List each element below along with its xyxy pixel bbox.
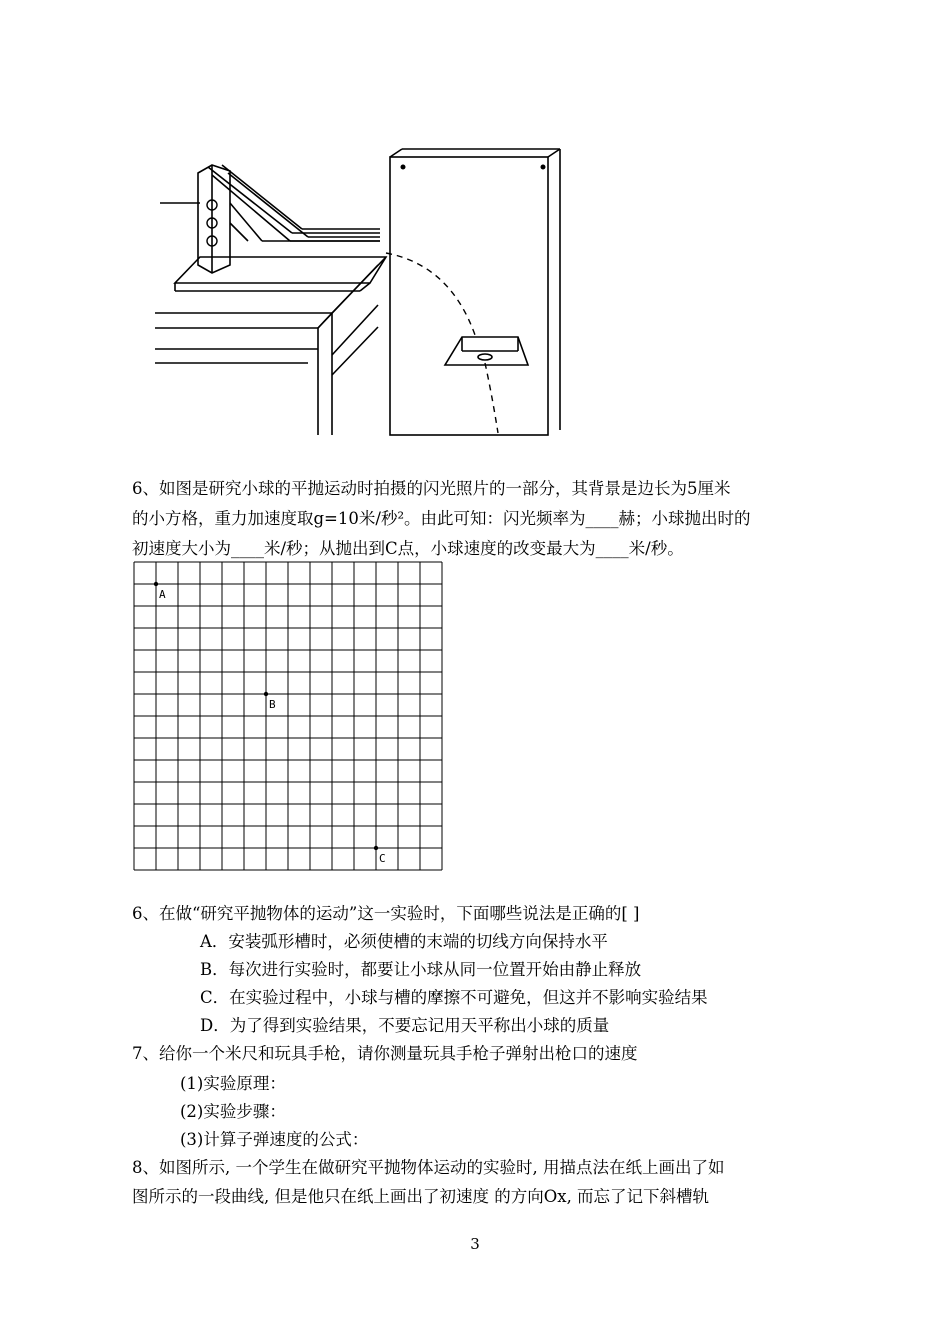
q6b-stem: 6、在做“研究平抛物体的运动”这一实验时，下面哪些说法是正确的[ ]	[132, 904, 640, 923]
point-a	[154, 582, 158, 586]
q8-line-2: 图所示的一段曲线, 但是他只在纸上画出了初速度 的方向Ox, 而忘了记下斜槽轨	[132, 1187, 710, 1206]
q6a-line-1: 6、如图是研究小球的平抛运动时拍摄的闪光照片的一部分，其背景是边长为5厘米	[132, 479, 731, 498]
q6a-line-3: 初速度大小为____米/秒；从抛出到C点，小球速度的改变最大为____米/秒。	[132, 539, 684, 558]
point-b	[264, 692, 268, 696]
point-c	[374, 846, 378, 850]
q7-stem: 7、给你一个米尺和玩具手枪，请你测量玩具手枪子弹射出枪口的速度	[132, 1044, 638, 1063]
q7-item-3: (3)计算子弹速度的公式：	[180, 1130, 369, 1149]
flash-photo-grid	[132, 560, 444, 872]
point-label-a: A	[159, 588, 166, 601]
q6b-option-b: B．每次进行实验时，都要让小球从同一位置开始由静止释放	[200, 960, 642, 979]
q7-item-1: (1)实验原理：	[180, 1074, 286, 1093]
q6a-line-2: 的小方格，重力加速度取g=10米/秒²。由此可知：闪光频率为____赫；小球抛出时的	[132, 509, 751, 528]
point-label-b: B	[269, 698, 276, 711]
q7-item-2: (2)实验步骤：	[180, 1102, 286, 1121]
point-label-c: C	[379, 852, 386, 865]
q6b-option-c: C．在实验过程中，小球与槽的摩擦不可避免，但这并不影响实验结果	[200, 988, 708, 1007]
q8-line-1: 8、如图所示, 一个学生在做研究平抛物体运动的实验时, 用描点法在纸上画出了如	[132, 1158, 725, 1177]
q6b-option-a: A．安装弧形槽时，必须使槽的末端的切线方向保持水平	[200, 932, 608, 951]
page-number: 3	[470, 1235, 480, 1253]
q6b-option-d: D．为了得到实验结果，不要忘记用天平称出小球的质量	[200, 1016, 610, 1035]
apparatus-figure	[150, 145, 570, 440]
